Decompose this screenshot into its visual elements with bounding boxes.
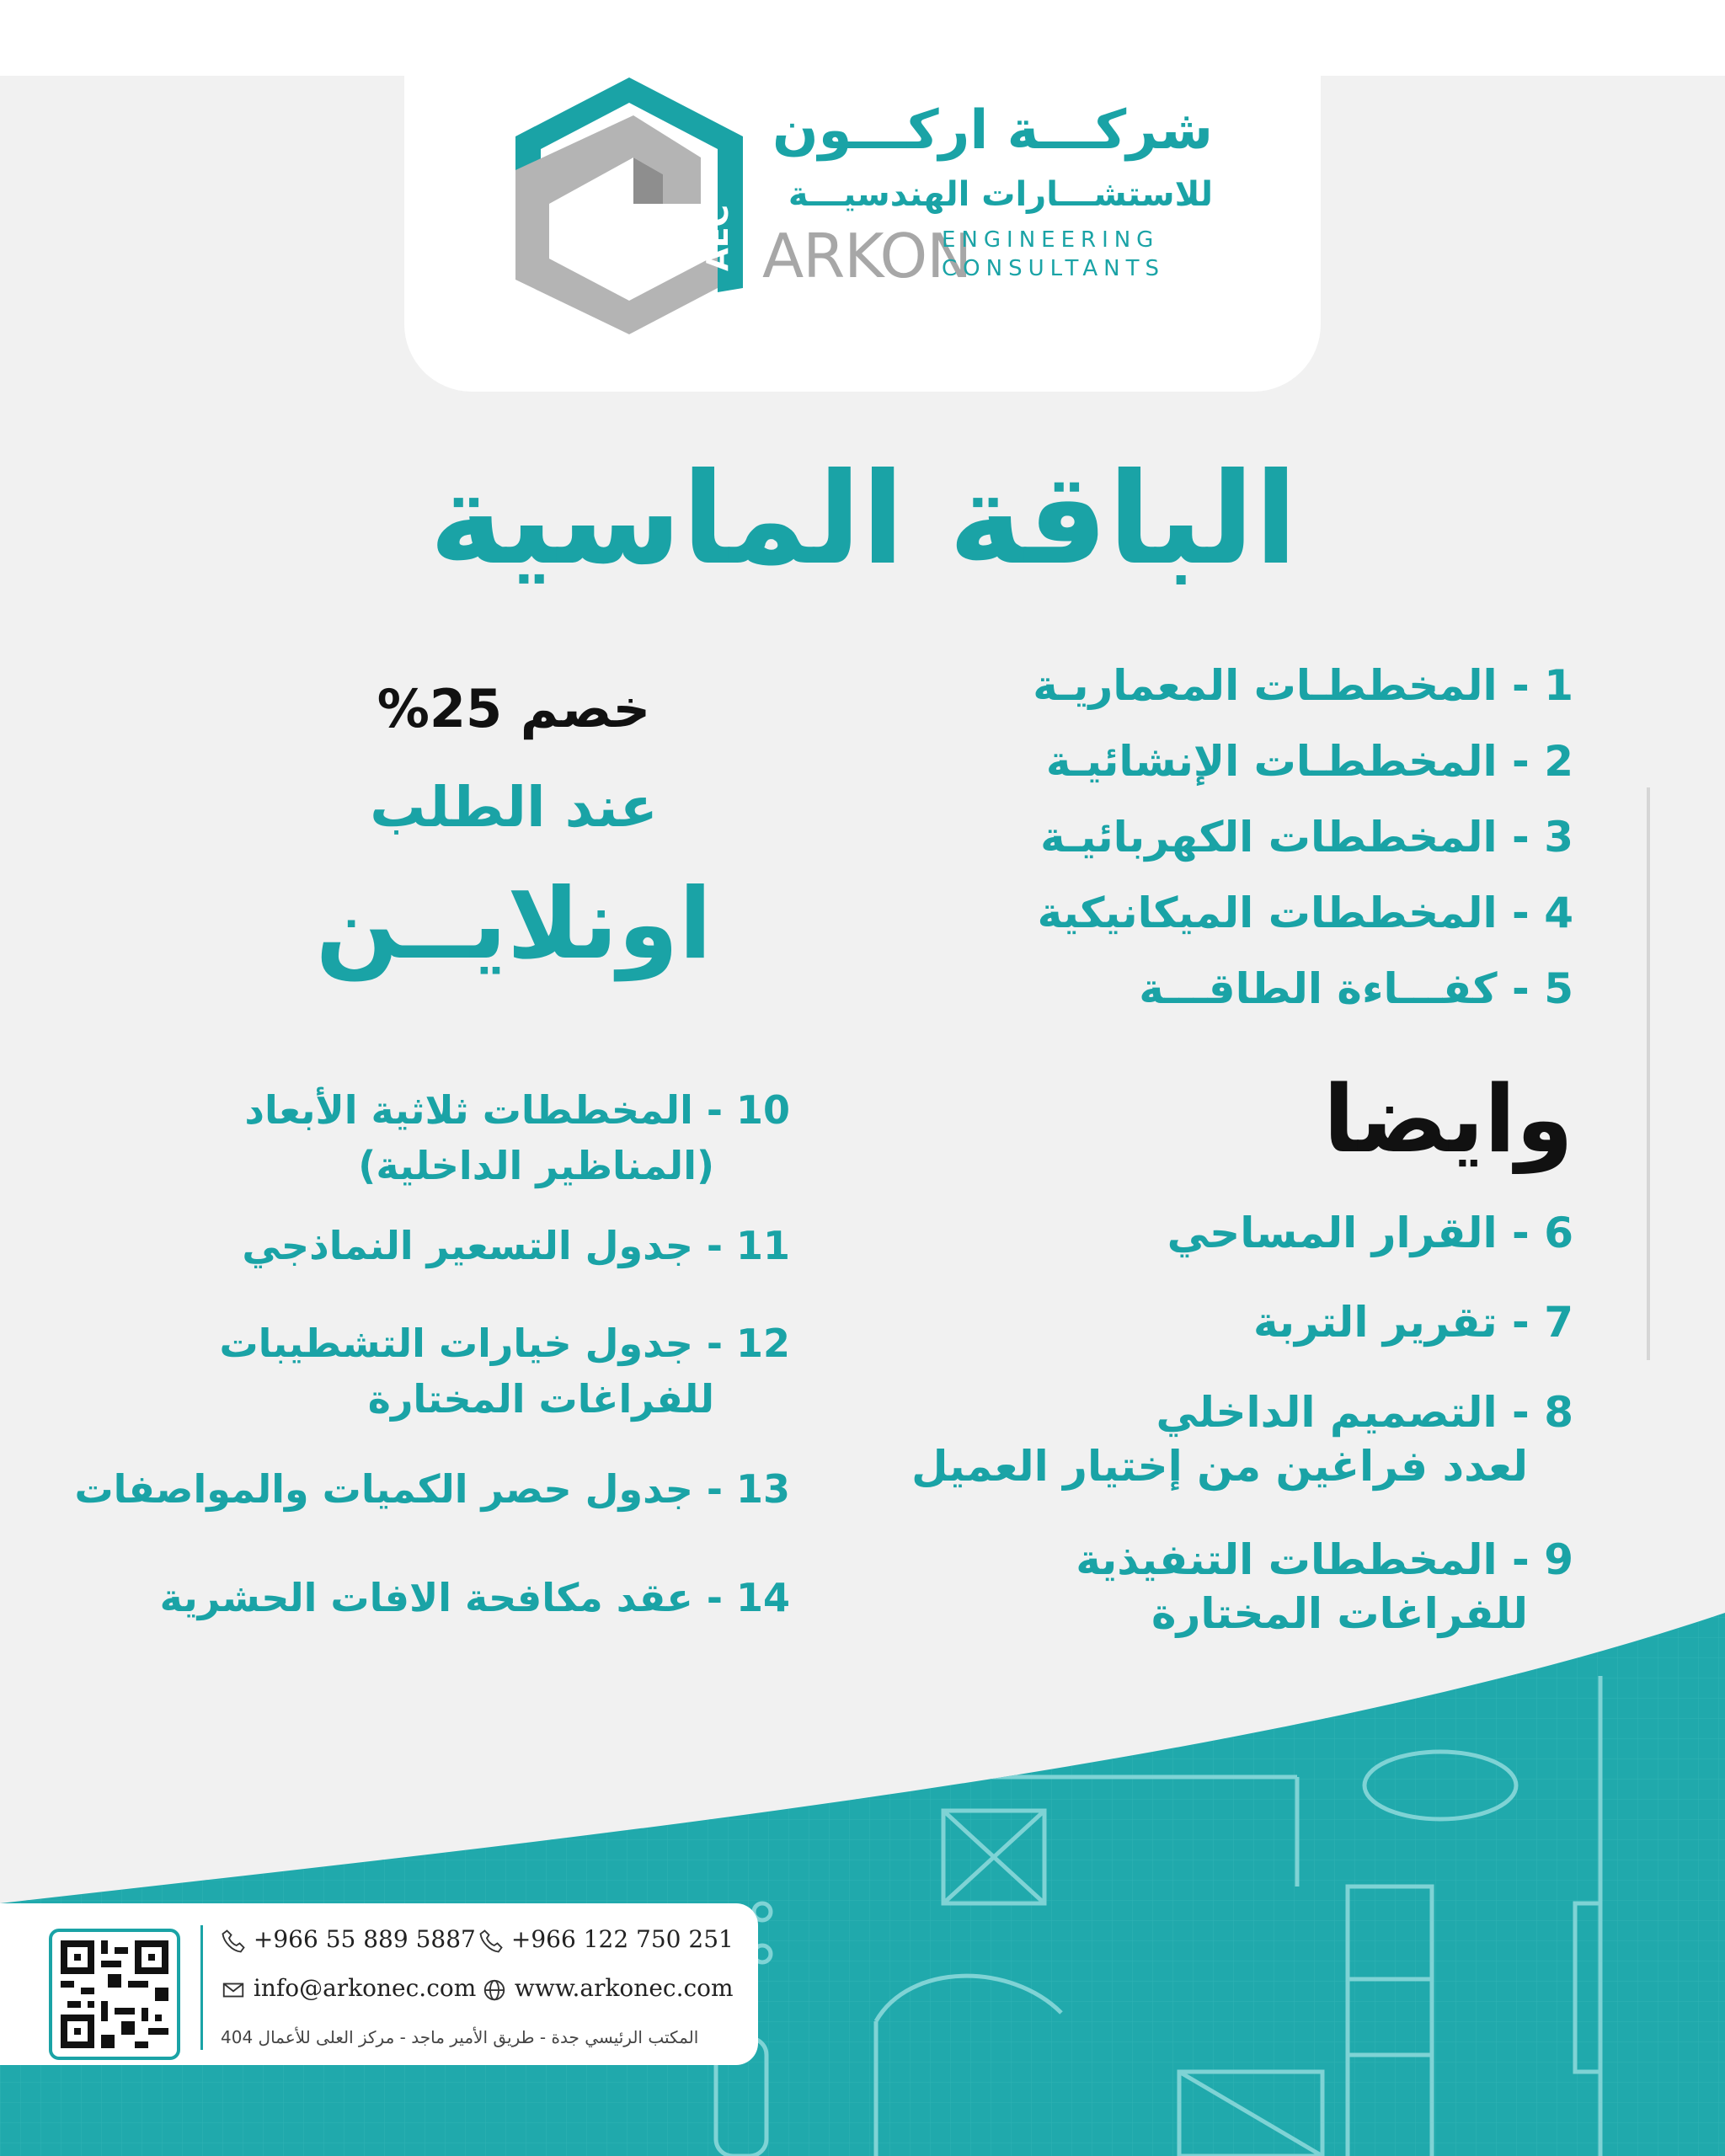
list-item: 5 - كفـــاءة الطاقـــة (1139, 964, 1573, 1013)
website-line[interactable] (482, 1974, 734, 2003)
office-address: المكتب الرئيسي جدة - طريق الأمير ماجد - مركز العلى للأعمال 404 (221, 2027, 699, 2047)
package-title: الباقة الماسية (429, 446, 1298, 593)
list-item: 7 - تقرير التربة (1252, 1298, 1573, 1347)
phone-line-1[interactable] (221, 1925, 476, 1954)
phone-icon (221, 1929, 246, 1954)
contact-divider (200, 1925, 203, 2050)
qr-code-icon[interactable] (49, 1929, 180, 2060)
list-item: 4 - المخططات الميكانيكية (1037, 889, 1573, 937)
list-item: 10 - المخططات ثلاثية الأبعاد (المناظير الداخلية) (244, 1087, 790, 1188)
list-item: 13 - جدول حصر الكميات والمواصفات (74, 1466, 790, 1512)
list-item: 1 - المخططـات المعماريـة (1033, 661, 1573, 710)
list-item: 9 - المخططات التنفيذية للفراغات المختارة (1076, 1535, 1573, 1638)
list-item: 2 - المخططـات الإنشائيـة (1045, 737, 1573, 786)
list-item: 6 - القرار المساحي (1167, 1209, 1573, 1257)
list-item: 12 - جدول خيارات التشطيبات للفراغات المختارة (219, 1321, 790, 1422)
discount-text: خصم 25% (377, 678, 651, 739)
company-name-en: ARKON (762, 221, 972, 291)
email-line[interactable] (221, 1974, 476, 2003)
phone-number-1[interactable]: +966 55 889 5887 (253, 1925, 476, 1953)
phone-icon (478, 1929, 504, 1954)
email-address[interactable]: info@arkonec.com (253, 1974, 477, 2002)
company-line2-en: CONSULTANTS (942, 256, 1165, 281)
globe-icon (482, 1977, 507, 2003)
list-item: 8 - التصميم الداخلي لعدد فراغين من إختيار العميل (911, 1388, 1573, 1491)
company-tagline-ar: للاستشـــارات الهندسيـــة (788, 175, 1213, 214)
arkon-logo-mark (515, 77, 743, 334)
company-name-ar: شركـــة اركـــون (772, 99, 1213, 162)
company-line1-en: ENGINEERING (942, 227, 1160, 253)
also-heading: وايضا (1322, 1065, 1573, 1173)
logo-badge: AEC (701, 205, 735, 271)
website-url[interactable]: www.arkonec.com (514, 1974, 734, 2002)
phone-number-2[interactable]: +966 122 750 251 (510, 1925, 734, 1953)
vertical-divider (1647, 787, 1650, 1360)
online-text: اونلايــن (315, 867, 713, 981)
phone-line-2[interactable] (478, 1925, 734, 1954)
email-icon (221, 1977, 246, 2003)
list-item: 3 - المخططات الكهربائيـة (1040, 813, 1573, 862)
list-item: 14 - عقد مكافحة الافات الحشرية (159, 1575, 790, 1620)
order-text: عند الطلب (370, 775, 658, 840)
list-item: 11 - جدول التسعير النماذجي (242, 1223, 790, 1268)
